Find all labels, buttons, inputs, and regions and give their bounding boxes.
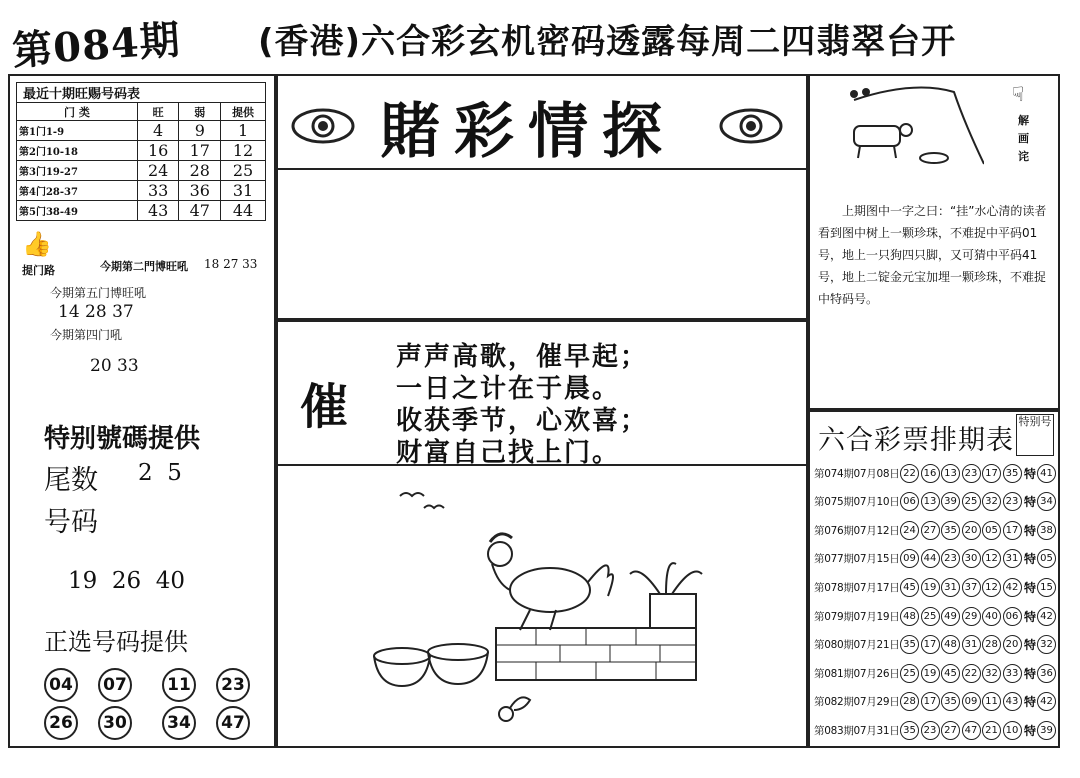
draw-ball: 44 <box>921 549 940 568</box>
gate4-numbers: 20 33 <box>90 356 139 376</box>
draw-ball: 30 <box>962 549 981 568</box>
draw-ball: 20 <box>962 521 981 540</box>
special-marker: 特 <box>1024 609 1037 624</box>
draw-ball: 09 <box>900 549 919 568</box>
cell-tigong: 44 <box>221 201 266 221</box>
draw-ball: 25 <box>962 492 981 511</box>
row-label: 第2门10-18 <box>17 141 138 161</box>
poem-line: 财富自己找上门。 <box>396 438 621 468</box>
tail-values: 2 5 <box>138 460 182 486</box>
special-marker: 特 <box>1024 580 1037 595</box>
draw-ball: 17 <box>921 635 940 654</box>
special-ball: 42 <box>1037 692 1056 711</box>
cell-ruo: 28 <box>179 161 221 181</box>
cell-tigong: 25 <box>221 161 266 181</box>
table-row <box>814 660 1058 686</box>
draw-label: 第080期07月21日 <box>814 639 900 652</box>
thumbs-up-icon: 👍 <box>22 230 52 258</box>
center-title: 賭彩情探 <box>380 97 676 167</box>
draw-ball: 12 <box>982 549 1001 568</box>
cell-tigong: 1 <box>221 121 266 141</box>
pick-number: 34 <box>162 706 196 740</box>
draw-ball: 24 <box>900 521 919 540</box>
table-row <box>814 603 1058 629</box>
draw-ball: 17 <box>1003 521 1022 540</box>
draw-ball: 06 <box>900 492 919 511</box>
draw-ball: 33 <box>1003 664 1022 683</box>
cell-wang: 33 <box>137 181 179 201</box>
special-marker: 特 <box>1024 723 1037 738</box>
cell-wang: 4 <box>137 121 179 141</box>
special-ball: 39 <box>1037 721 1056 740</box>
special-marker: 特 <box>1024 695 1037 710</box>
row-label: 第1门1-9 <box>17 121 138 141</box>
cell-wang: 16 <box>137 141 179 161</box>
pointing-hand-icon: ☟ <box>1012 82 1025 106</box>
cell-ruo: 17 <box>179 141 221 161</box>
draw-ball: 19 <box>921 664 940 683</box>
draw-ball: 23 <box>921 721 940 740</box>
gate5-label: 今期第五门博旺吼 <box>50 286 147 300</box>
pick-number: 47 <box>216 706 250 740</box>
row-label: 第4门28-37 <box>17 181 138 201</box>
special-marker: 特 <box>1024 466 1037 481</box>
draw-ball: 06 <box>1003 607 1022 626</box>
frequency-table-caption: 最近十期旺赐号码表 <box>17 83 266 103</box>
tail-label: 尾数 <box>44 465 98 496</box>
riddle-label: 解画诧 <box>1018 114 1029 163</box>
cell-tigong: 31 <box>221 181 266 201</box>
draw-ball: 13 <box>921 492 940 511</box>
draw-label: 第082期07月29日 <box>814 696 900 709</box>
draw-ball: 19 <box>921 578 940 597</box>
draw-ball: 42 <box>1003 578 1022 597</box>
table-row <box>17 121 266 141</box>
special-ball: 05 <box>1037 549 1056 568</box>
special-number-tag: 特别号 <box>1016 414 1054 456</box>
draw-ball: 20 <box>1003 635 1022 654</box>
draw-label: 第077期07月15日 <box>814 553 900 566</box>
frequency-table <box>16 82 266 221</box>
number-label: 号码 <box>44 507 98 538</box>
draw-ball: 29 <box>962 607 981 626</box>
draw-ball: 12 <box>982 578 1001 597</box>
draw-ball: 35 <box>941 692 960 711</box>
draw-ball: 21 <box>982 721 1001 740</box>
draw-label: 第074期07月08日 <box>814 467 900 480</box>
draw-label: 第079期07月19日 <box>814 610 900 623</box>
draw-ball: 45 <box>941 664 960 683</box>
table-row <box>814 689 1058 715</box>
special-marker: 特 <box>1024 666 1037 681</box>
draw-ball: 28 <box>982 635 1001 654</box>
special-ball: 41 <box>1037 464 1056 483</box>
table-row <box>814 546 1058 572</box>
riddle-illustration <box>814 80 984 168</box>
cell-ruo: 47 <box>179 201 221 221</box>
table-row <box>814 489 1058 515</box>
draw-ball: 31 <box>1003 549 1022 568</box>
draw-ball: 16 <box>921 464 940 483</box>
gate4-label: 今期第四门吼 <box>50 328 123 342</box>
draw-ball: 37 <box>962 578 981 597</box>
draw-ball: 17 <box>921 692 940 711</box>
page-title: (香港)六合彩玄机密码透露每周二四翡翠台开 <box>258 22 957 62</box>
draw-label: 第075期07月10日 <box>814 496 900 509</box>
draw-ball: 10 <box>1003 721 1022 740</box>
special-title: 特别號碼提供 <box>44 424 201 454</box>
draw-ball: 35 <box>941 521 960 540</box>
cell-tigong: 12 <box>221 141 266 161</box>
rooster-illustration <box>360 478 720 740</box>
special-marker: 特 <box>1024 638 1037 653</box>
tips-label: 提门路 <box>22 264 55 277</box>
gate2-numbers: 18 27 33 <box>204 257 258 271</box>
pick-number: 23 <box>216 668 250 702</box>
special-marker: 特 <box>1024 495 1037 510</box>
draw-ball: 47 <box>962 721 981 740</box>
pick-number: 04 <box>44 668 78 702</box>
blank-panel <box>276 170 808 320</box>
draw-label: 第078期07月17日 <box>814 581 900 594</box>
draw-ball: 23 <box>941 549 960 568</box>
poem-line: 收获季节，心欢喜； <box>396 406 649 436</box>
special-ball: 42 <box>1037 607 1056 626</box>
draw-label: 第083期07月31日 <box>814 724 900 737</box>
gate5-numbers: 14 28 37 <box>58 302 134 322</box>
pick-number: 26 <box>44 706 78 740</box>
special-ball: 36 <box>1037 664 1056 683</box>
cell-wang: 24 <box>137 161 179 181</box>
poem-keyword: 催 <box>300 379 349 435</box>
table-row <box>814 717 1058 743</box>
riddle-text: 上期图中一字之曰：“挂”水心清的读者看到图中树上一颗珍珠，不难捉中平码01号，地上一只狗四只脚，又可猜中平码41号，地上二锭金元宝加埋一颗珍珠，不难捉中特码号。 <box>818 204 1047 306</box>
table-row <box>814 574 1058 600</box>
column-header: 提供 <box>221 103 266 121</box>
draw-ball: 27 <box>941 721 960 740</box>
draw-ball: 11 <box>982 692 1001 711</box>
draw-ball: 32 <box>982 492 1001 511</box>
table-row <box>17 141 266 161</box>
draw-ball: 39 <box>941 492 960 511</box>
special-ball: 34 <box>1037 492 1056 511</box>
table-row <box>814 632 1058 658</box>
table-row <box>814 517 1058 543</box>
table-row <box>17 181 266 201</box>
draw-ball: 45 <box>900 578 919 597</box>
poem-line: 声声高歌，催早起； <box>396 342 649 372</box>
picks-title: 正选号码提供 <box>44 628 188 656</box>
pick-number: 11 <box>162 668 196 702</box>
eye-icon <box>718 106 784 146</box>
special-ball: 15 <box>1037 578 1056 597</box>
draw-ball: 35 <box>1003 464 1022 483</box>
draw-ball: 09 <box>962 692 981 711</box>
special-ball: 32 <box>1037 635 1056 654</box>
row-label: 第3门19-27 <box>17 161 138 181</box>
draw-ball: 31 <box>962 635 981 654</box>
draw-ball: 35 <box>900 721 919 740</box>
draw-ball: 32 <box>982 664 1001 683</box>
special-ball: 38 <box>1037 521 1056 540</box>
column-header: 门 类 <box>17 103 138 121</box>
cell-ruo: 36 <box>179 181 221 201</box>
draw-ball: 40 <box>982 607 1001 626</box>
draw-label: 第081期07月26日 <box>814 667 900 680</box>
draw-ball: 17 <box>982 464 1001 483</box>
draw-ball: 05 <box>982 521 1001 540</box>
poem-line: 一日之计在于晨。 <box>396 374 621 404</box>
draw-ball: 49 <box>941 607 960 626</box>
draw-ball: 22 <box>962 664 981 683</box>
draw-ball: 23 <box>1003 492 1022 511</box>
draw-ball: 27 <box>921 521 940 540</box>
draw-ball: 13 <box>941 464 960 483</box>
special-marker: 特 <box>1024 523 1037 538</box>
cell-wang: 43 <box>137 201 179 221</box>
column-header: 旺 <box>137 103 179 121</box>
draw-ball: 35 <box>900 635 919 654</box>
table-row <box>17 161 266 181</box>
pick-number: 30 <box>98 706 132 740</box>
draw-ball: 23 <box>962 464 981 483</box>
gate2-label: 今期第二門博旺吼 <box>100 260 188 273</box>
draw-ball: 28 <box>900 692 919 711</box>
draw-ball: 48 <box>900 607 919 626</box>
draw-ball: 22 <box>900 464 919 483</box>
eye-icon <box>290 106 356 146</box>
pick-number: 07 <box>98 668 132 702</box>
table-row <box>17 201 266 221</box>
draw-ball: 25 <box>900 664 919 683</box>
draw-ball: 43 <box>1003 692 1022 711</box>
special-numbers: 19 26 40 <box>68 568 186 594</box>
cell-ruo: 9 <box>179 121 221 141</box>
table-row <box>814 460 1058 486</box>
special-marker: 特 <box>1024 552 1037 567</box>
draw-ball: 31 <box>941 578 960 597</box>
draw-label: 第076期07月12日 <box>814 524 900 537</box>
draw-ball: 48 <box>941 635 960 654</box>
issue-number: 第084期 <box>10 16 183 75</box>
draw-ball: 25 <box>921 607 940 626</box>
schedule-title: 六合彩票排期表 <box>818 425 1014 456</box>
row-label: 第5门38-49 <box>17 201 138 221</box>
column-header: 弱 <box>179 103 221 121</box>
